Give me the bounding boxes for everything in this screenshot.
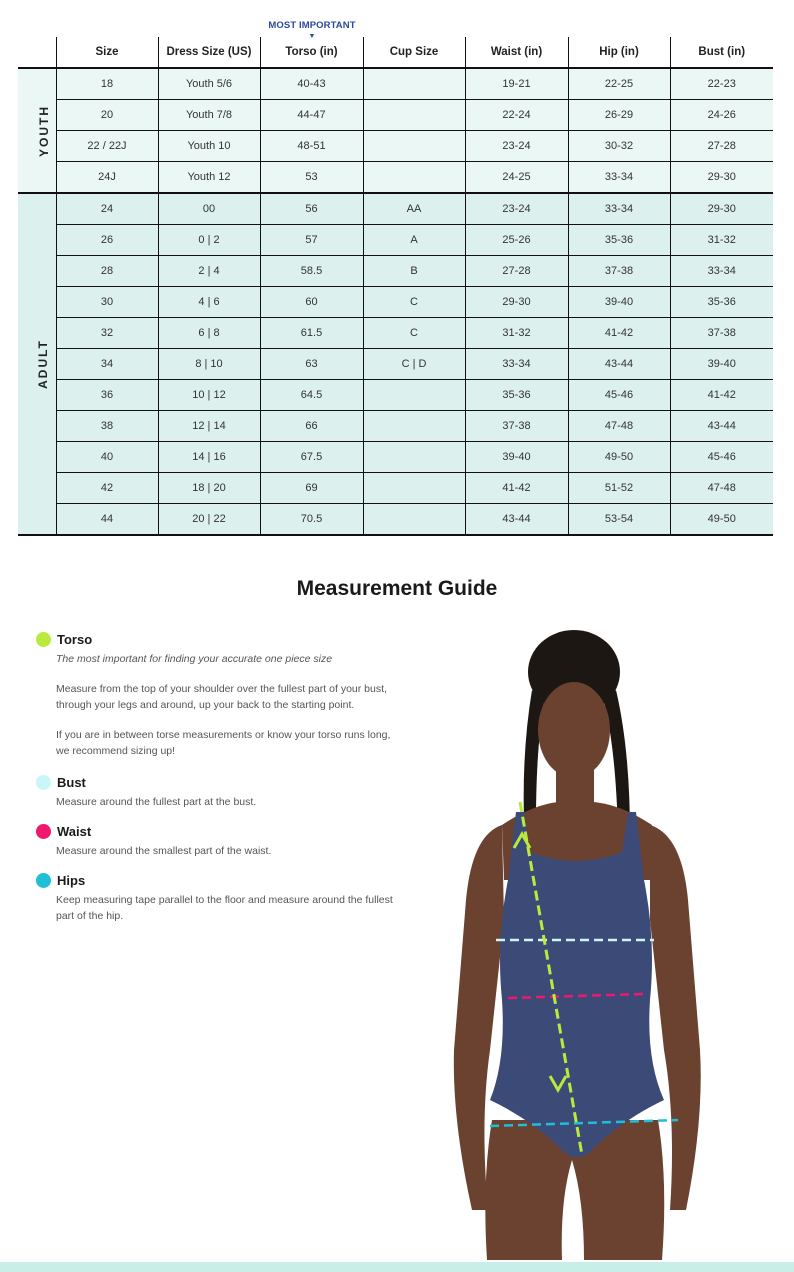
- table-cell: 25-26: [465, 225, 568, 256]
- table-cell: 31-32: [465, 318, 568, 349]
- table-cell: 30: [56, 287, 158, 318]
- group-label-cell: [18, 68, 56, 193]
- table-cell: 39-40: [670, 349, 773, 380]
- table-cell: 44-47: [260, 100, 363, 131]
- column-header: Hip (in): [568, 37, 670, 68]
- table-cell: 23-24: [465, 131, 568, 162]
- table-row: [18, 349, 773, 380]
- table-row: [18, 162, 773, 194]
- table-cell: 41-42: [568, 318, 670, 349]
- table-cell: 41-42: [670, 380, 773, 411]
- table-cell: 43-44: [568, 349, 670, 380]
- group-label-cell: [18, 193, 56, 535]
- head-shape: [538, 682, 610, 778]
- table-cell: 8 | 10: [158, 349, 260, 380]
- table-cell: 26-29: [568, 100, 670, 131]
- table-cell: C | D: [363, 349, 465, 380]
- table-cell: 57: [260, 225, 363, 256]
- table-cell: 33-34: [670, 256, 773, 287]
- table-cell: [363, 442, 465, 473]
- table-cell: [363, 131, 465, 162]
- table-cell: 0 | 2: [158, 225, 260, 256]
- table-row: [18, 256, 773, 287]
- table-cell: B: [363, 256, 465, 287]
- table-cell: 51-52: [568, 473, 670, 504]
- table-cell: 18 | 20: [158, 473, 260, 504]
- guide-item-bust: [36, 773, 406, 810]
- table-cell: 32: [56, 318, 158, 349]
- table-cell: 27-28: [670, 131, 773, 162]
- table-cell: 49-50: [670, 504, 773, 536]
- table-cell: [363, 100, 465, 131]
- table-cell: 29-30: [670, 193, 773, 225]
- guide-item-text: Measure from the top of your shoulder over the fullest part of your bust, through your legs and around, up your back to the starting point.: [56, 683, 387, 711]
- table-cell: 66: [260, 411, 363, 442]
- table-cell: Youth 5/6: [158, 68, 260, 100]
- table-cell: 37-38: [465, 411, 568, 442]
- bottom-accent-bar: [0, 1262, 794, 1272]
- table-cell: 38: [56, 411, 158, 442]
- table-cell: 41-42: [465, 473, 568, 504]
- guide-item-hips: [36, 871, 406, 924]
- column-header: Waist (in): [465, 37, 568, 68]
- table-cell: AA: [363, 193, 465, 225]
- table-cell: 33-34: [568, 162, 670, 194]
- guide-item-label: Waist: [57, 823, 92, 839]
- table-row: [18, 193, 773, 225]
- table-cell: 47-48: [670, 473, 773, 504]
- table-cell: 24: [56, 193, 158, 225]
- table-cell: 40-43: [260, 68, 363, 100]
- table-cell: [363, 162, 465, 194]
- table-cell: A: [363, 225, 465, 256]
- table-row: [18, 68, 773, 100]
- table-cell: 20: [56, 100, 158, 131]
- table-cell: 69: [260, 473, 363, 504]
- table-cell: 63: [260, 349, 363, 380]
- column-header: Dress Size (US): [158, 37, 260, 68]
- guide-item-text: Keep measuring tape parallel to the floor and measure around the fullest part of the hip.: [56, 894, 393, 922]
- table-cell: 39-40: [568, 287, 670, 318]
- table-cell: 36: [56, 380, 158, 411]
- table-cell: 29-30: [465, 287, 568, 318]
- table-row: [18, 131, 773, 162]
- table-cell: 14 | 16: [158, 442, 260, 473]
- table-cell: 44: [56, 504, 158, 536]
- table-cell: 35-36: [670, 287, 773, 318]
- guide-item-label: Torso: [57, 631, 93, 647]
- swimsuit-shape: [490, 812, 664, 1158]
- table-cell: [363, 473, 465, 504]
- table-cell: 22-25: [568, 68, 670, 100]
- table-cell: 53: [260, 162, 363, 194]
- table-cell: 33-34: [465, 349, 568, 380]
- guide-item-header: [36, 630, 406, 648]
- guide-item-text: The most important for finding your accurate one piece size: [56, 653, 333, 665]
- column-header: Torso (in): [260, 37, 363, 68]
- table-cell: 48-51: [260, 131, 363, 162]
- table-cell: 42: [56, 473, 158, 504]
- bust-dot-icon: [36, 775, 51, 790]
- table-row: [18, 442, 773, 473]
- table-row: [18, 380, 773, 411]
- table-cell: 35-36: [465, 380, 568, 411]
- group-label: YOUTH: [37, 104, 51, 157]
- table-cell: 35-36: [568, 225, 670, 256]
- waist-dot-icon: [36, 824, 51, 839]
- table-cell: 45-46: [568, 380, 670, 411]
- table-cell: 19-21: [465, 68, 568, 100]
- table-row: [18, 318, 773, 349]
- guide-item-label: Bust: [57, 774, 86, 790]
- table-cell: 24-26: [670, 100, 773, 131]
- table-header-row: [18, 37, 773, 68]
- guide-item-text: Measure around the smallest part of the waist.: [56, 845, 272, 857]
- table-cell: 43-44: [465, 504, 568, 536]
- table-cell: Youth 7/8: [158, 100, 260, 131]
- table-cell: Youth 10: [158, 131, 260, 162]
- down-arrow-icon: ▼: [308, 33, 316, 40]
- table-cell: 10 | 12: [158, 380, 260, 411]
- table-cell: C: [363, 287, 465, 318]
- guide-item-text: Measure around the fullest part at the bust.: [56, 796, 257, 808]
- table-cell: 49-50: [568, 442, 670, 473]
- table-cell: 37-38: [670, 318, 773, 349]
- measurement-guide-title: Measurement Guide: [296, 577, 498, 600]
- table-cell: 64.5: [260, 380, 363, 411]
- table-cell: 37-38: [568, 256, 670, 287]
- table-cell: 31-32: [670, 225, 773, 256]
- size-chart-table: [18, 37, 773, 536]
- table-cell: 18: [56, 68, 158, 100]
- guide-item-label: Hips: [57, 872, 86, 888]
- column-header: Cup Size: [363, 37, 465, 68]
- table-cell: 22 / 22J: [56, 131, 158, 162]
- table-cell: 53-54: [568, 504, 670, 536]
- most-important-label: MOST IMPORTANT: [268, 20, 356, 31]
- table-cell: [363, 504, 465, 536]
- table-row: [18, 287, 773, 318]
- column-header: Size: [56, 37, 158, 68]
- table-cell: 6 | 8: [158, 318, 260, 349]
- table-cell: [363, 411, 465, 442]
- table-cell: C: [363, 318, 465, 349]
- table-cell: [363, 68, 465, 100]
- table-cell: 26: [56, 225, 158, 256]
- table-row: [18, 225, 773, 256]
- table-row: [18, 504, 773, 536]
- table-cell: 33-34: [568, 193, 670, 225]
- table-cell: 67.5: [260, 442, 363, 473]
- guide-item-header: [36, 822, 406, 840]
- table-cell: 22-23: [670, 68, 773, 100]
- table-cell: 27-28: [465, 256, 568, 287]
- column-header: [18, 37, 56, 68]
- table-cell: 29-30: [670, 162, 773, 194]
- table-cell: 2 | 4: [158, 256, 260, 287]
- table-cell: 20 | 22: [158, 504, 260, 536]
- table-row: [18, 473, 773, 504]
- table-cell: 34: [56, 349, 158, 380]
- table-cell: 47-48: [568, 411, 670, 442]
- table-cell: 60: [260, 287, 363, 318]
- torso-dot-icon: [36, 632, 51, 647]
- table-body: [18, 68, 773, 535]
- table-cell: 39-40: [465, 442, 568, 473]
- guide-item-header: [36, 871, 406, 889]
- table-cell: 22-24: [465, 100, 568, 131]
- table-cell: 12 | 14: [158, 411, 260, 442]
- model-measurement-image: [432, 620, 732, 1260]
- table-cell: 4 | 6: [158, 287, 260, 318]
- table-row: [18, 100, 773, 131]
- table-cell: 23-24: [465, 193, 568, 225]
- guide-item-text: If you are in between torse measurements or know your torso runs long, we recommend sizing up!: [56, 729, 391, 757]
- guide-item-torso: [36, 630, 406, 759]
- table-cell: Youth 12: [158, 162, 260, 194]
- table-cell: 61.5: [260, 318, 363, 349]
- table-cell: 24J: [56, 162, 158, 194]
- hips-dot-icon: [36, 873, 51, 888]
- table-cell: 30-32: [568, 131, 670, 162]
- table-cell: [363, 380, 465, 411]
- group-label: ADULT: [35, 339, 50, 389]
- table-cell: 43-44: [670, 411, 773, 442]
- table-row: [18, 411, 773, 442]
- guide-item-waist: [36, 822, 406, 859]
- table-cell: 58.5: [260, 256, 363, 287]
- table-cell: 00: [158, 193, 260, 225]
- table-cell: 70.5: [260, 504, 363, 536]
- model-illustration: [432, 620, 732, 1260]
- measurement-guide: [36, 630, 406, 924]
- column-header: Bust (in): [670, 37, 773, 68]
- table-cell: 40: [56, 442, 158, 473]
- table-cell: 45-46: [670, 442, 773, 473]
- guide-item-header: [36, 773, 406, 791]
- table-cell: 24-25: [465, 162, 568, 194]
- table-cell: 56: [260, 193, 363, 225]
- table-cell: 28: [56, 256, 158, 287]
